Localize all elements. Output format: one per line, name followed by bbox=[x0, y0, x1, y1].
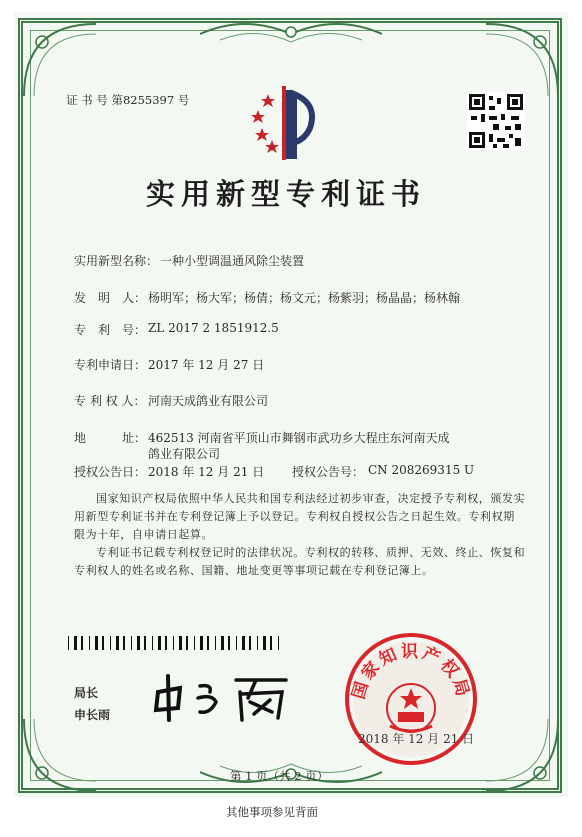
grant-date-label: 授权公告日： bbox=[74, 465, 147, 479]
signature-title: 局长 bbox=[74, 686, 99, 700]
barcode bbox=[68, 636, 286, 650]
inventor-value: 杨明军；杨大军；杨倩；杨文元；杨紫羽；杨晶晶；杨林翰 bbox=[148, 291, 461, 305]
handwritten-signature bbox=[150, 668, 300, 724]
certificate-title: 实用新型专利证书 bbox=[146, 177, 427, 211]
grant-number-label: 授权公告号： bbox=[292, 465, 365, 479]
back-page-note: 其他事项参见背面 bbox=[226, 805, 318, 819]
address-label: 地 址： bbox=[74, 431, 147, 445]
patent-holder-label: 专 利 权 人： bbox=[74, 394, 146, 408]
cnipa-logo bbox=[248, 84, 326, 160]
patent-holder-value: 河南天成鸽业有限公司 bbox=[148, 394, 269, 408]
address-value-line1: 462513 河南省平顶山市舞钢市武功乡大程庄东河南天成 bbox=[148, 431, 450, 445]
seal-text: 国家知识产权局 bbox=[348, 642, 474, 702]
inventor-label: 发 明 人： bbox=[74, 291, 147, 305]
corner-ornament-top-left bbox=[20, 20, 100, 100]
seal-date: 2018 年 12 月 21 日 bbox=[358, 732, 475, 746]
patent-number-value: ZL 2017 2 1851912.5 bbox=[148, 321, 279, 335]
grant-number-value: CN 208269315 U bbox=[368, 463, 475, 477]
grant-statement-paragraph: 国家知识产权局依照中华人民共和国专利法经过初步审查，决定授予专利权，颁发实用新型专利证书并在专利登记簿上予以登记。专利权自授权公告之日起生效。专利权期限为十年，自申请日起算。 bbox=[74, 492, 526, 541]
signature-printed-name: 申长雨 bbox=[74, 708, 111, 722]
address-value-line2: 鸽业有限公司 bbox=[148, 447, 221, 461]
qr-code bbox=[467, 92, 525, 150]
legal-status-paragraph: 专利证书记载专利权登记时的法律状况。专利权的转移、质押、无效、终止、恢复和专利权人的姓名或名称、国籍、地址变更等事项记载在专利登记簿上。 bbox=[74, 546, 526, 577]
utility-model-name-value: 一种小型调温通风除尘装置 bbox=[160, 254, 305, 268]
corner-ornament-bottom-right bbox=[482, 715, 562, 795]
certificate-number: 证 书 号 第8255397 号 bbox=[66, 93, 190, 107]
official-seal bbox=[342, 630, 480, 768]
corner-ornament-bottom-left bbox=[20, 715, 100, 795]
utility-model-name-label: 实用新型名称： bbox=[74, 254, 159, 268]
filing-date-label: 专利申请日： bbox=[74, 358, 147, 372]
filing-date-value: 2017 年 12 月 27 日 bbox=[148, 358, 265, 372]
grant-date-value: 2018 年 12 月 21 日 bbox=[148, 465, 265, 479]
page-indicator: 第 1 页（共 2 页） bbox=[230, 769, 329, 783]
patent-number-label: 专 利 号： bbox=[74, 323, 147, 337]
corner-ornament-top-right bbox=[482, 20, 562, 100]
top-ornament bbox=[200, 14, 382, 54]
